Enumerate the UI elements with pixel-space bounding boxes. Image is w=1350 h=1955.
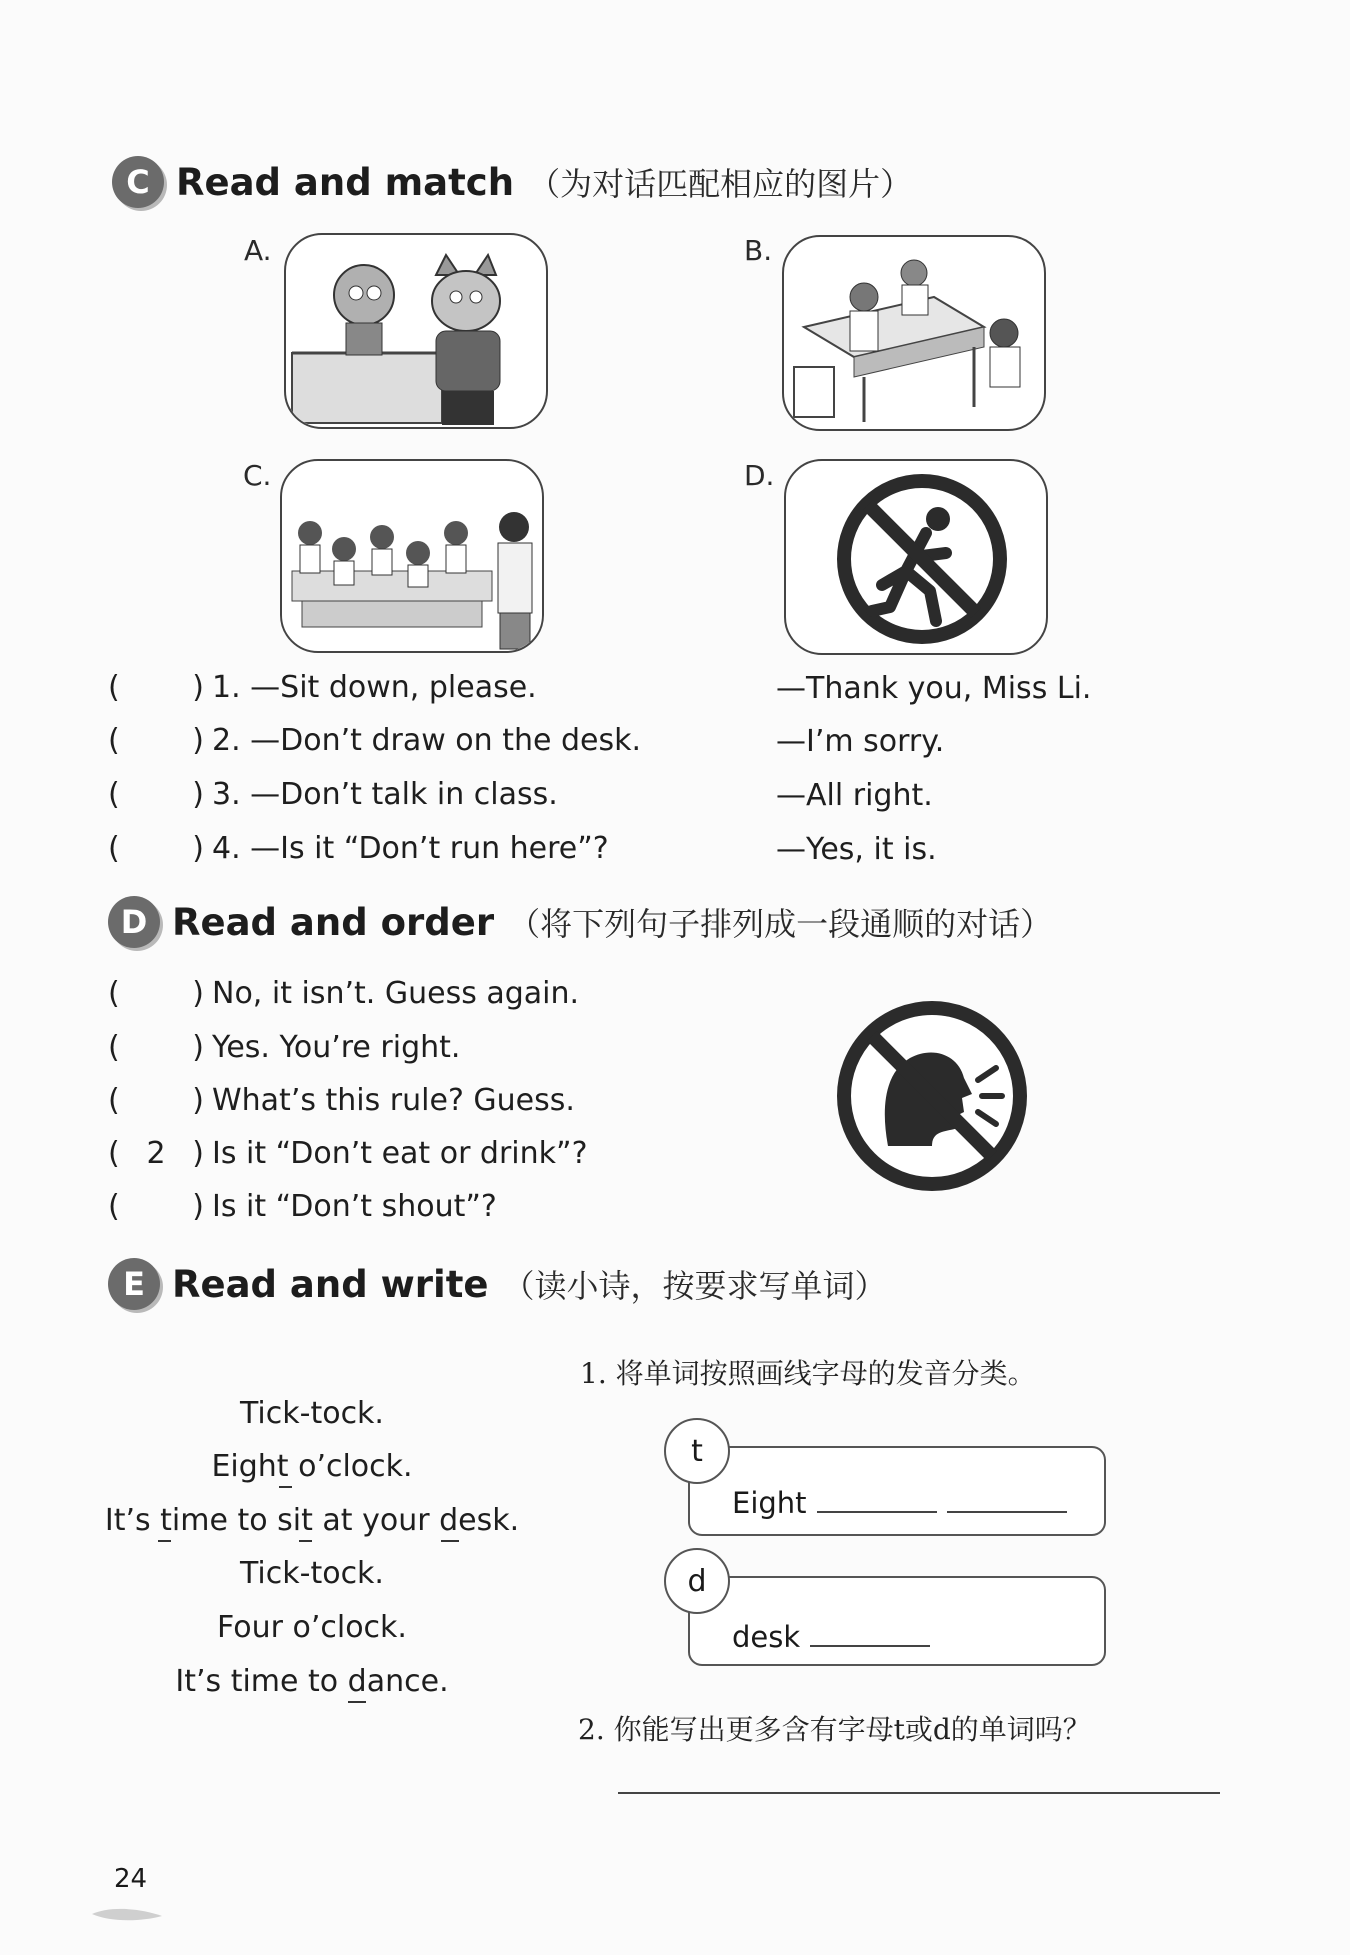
order-sentence: Yes. You’re right.	[212, 1030, 461, 1065]
answer-blank[interactable]: ( )	[108, 831, 204, 866]
group-d-box	[688, 1576, 1106, 1666]
match-row-4	[108, 831, 609, 866]
group-t-word: Eight	[732, 1486, 807, 1520]
order-sentence: Is it “Don’t eat or drink”?	[212, 1136, 588, 1171]
underline-mark-d	[441, 1540, 459, 1542]
section-d-badge: D	[108, 896, 160, 948]
order-row-2	[108, 1030, 460, 1065]
group-d-word: desk	[732, 1620, 801, 1654]
answer-blank[interactable]: ( )	[108, 1189, 204, 1224]
match-prompt: —Sit down, please.	[250, 670, 537, 705]
match-response-3: —All right.	[776, 778, 933, 813]
picture-d-no-running-sign	[784, 459, 1048, 655]
section-e-title: Read and write	[172, 1262, 489, 1306]
order-row-4	[108, 1136, 588, 1171]
answer-blank[interactable]: ( )	[108, 777, 204, 812]
picture-c-classroom	[280, 459, 544, 653]
write-blank[interactable]	[810, 1645, 930, 1647]
write-blank[interactable]	[817, 1511, 937, 1513]
page-corner-swoosh	[90, 1906, 164, 1926]
poem-line-4: Tick-tock.	[240, 1556, 384, 1591]
match-response-2: —I’m sorry.	[776, 724, 945, 759]
answer-blank[interactable]: ( 2 )	[108, 1136, 204, 1171]
group-d-letter: d	[664, 1548, 730, 1614]
answer-blank[interactable]: ( )	[108, 1083, 204, 1118]
group-t-letter: t	[664, 1418, 730, 1484]
match-prompt: —Don’t talk in class.	[250, 777, 558, 812]
order-sentence: What’s this rule? Guess.	[212, 1083, 575, 1118]
match-prompt: —Is it “Don’t run here”?	[250, 831, 609, 866]
item-number: 4.	[212, 831, 241, 866]
picture-d-label: D.	[744, 459, 775, 492]
match-response-4: —Yes, it is.	[776, 832, 937, 867]
order-sentence: No, it isn’t. Guess again.	[212, 976, 580, 1011]
task-1-instruction: 1. 将单词按照画线字母的发音分类。	[580, 1357, 1036, 1390]
order-row-5	[108, 1189, 497, 1224]
underline-mark-t	[158, 1540, 171, 1542]
section-e-subtitle: （读小诗，按要求写单词）	[502, 1267, 887, 1305]
picture-b-students-desks	[782, 235, 1046, 431]
match-row-1	[108, 670, 537, 705]
page-number: 24	[114, 1864, 148, 1894]
picture-a-label: A.	[244, 234, 272, 267]
answer-blank[interactable]: ( )	[108, 976, 204, 1011]
answer-blank[interactable]: ( )	[108, 1030, 204, 1065]
poem-line-3: It’s time to sit at your desk.	[104, 1503, 520, 1538]
underline-mark-d	[348, 1701, 366, 1703]
order-sentence: Is it “Don’t shout”?	[212, 1189, 497, 1224]
poem-line-1: Tick-tock.	[240, 1396, 384, 1431]
section-d-header	[108, 896, 1052, 948]
item-number: 2.	[212, 723, 241, 758]
poem-line-6: It’s time to dance.	[175, 1664, 449, 1699]
answer-blank[interactable]: ( )	[108, 670, 204, 705]
section-e-badge: E	[108, 1258, 160, 1310]
match-prompt: —Don’t draw on the desk.	[250, 723, 642, 758]
poem-line-5: Four o’clock.	[217, 1610, 407, 1645]
section-c-badge: C	[112, 156, 164, 208]
section-e-header	[108, 1258, 887, 1310]
no-shouting-sign-icon	[832, 996, 1032, 1200]
answer-blank[interactable]: ( )	[108, 723, 204, 758]
order-row-1	[108, 976, 579, 1011]
picture-c-label: C.	[243, 459, 272, 492]
picture-a-monkey-cat	[284, 233, 548, 429]
match-row-3	[108, 777, 558, 812]
task-2-instruction: 2. 你能写出更多含有字母t或d的单词吗？	[578, 1713, 1091, 1746]
section-d-subtitle: （将下列句子排列成一段通顺的对话）	[508, 905, 1053, 943]
match-row-2	[108, 723, 641, 758]
section-c-header	[112, 156, 912, 208]
underline-mark-t	[279, 1486, 292, 1488]
section-d-title: Read and order	[172, 900, 495, 944]
section-c-title: Read and match	[176, 160, 515, 204]
item-number: 1.	[212, 670, 241, 705]
section-c-subtitle: （为对话匹配相应的图片）	[528, 165, 913, 203]
underline-mark-t	[299, 1540, 312, 1542]
answer-line[interactable]	[618, 1792, 1220, 1794]
poem-line-2: Eight o’clock.	[211, 1449, 413, 1484]
group-t-box	[688, 1446, 1106, 1536]
picture-b-label: B.	[744, 234, 773, 267]
write-blank[interactable]	[947, 1511, 1067, 1513]
match-response-1: —Thank you, Miss Li.	[776, 671, 1092, 706]
order-row-3	[108, 1083, 575, 1118]
item-number: 3.	[212, 777, 241, 812]
